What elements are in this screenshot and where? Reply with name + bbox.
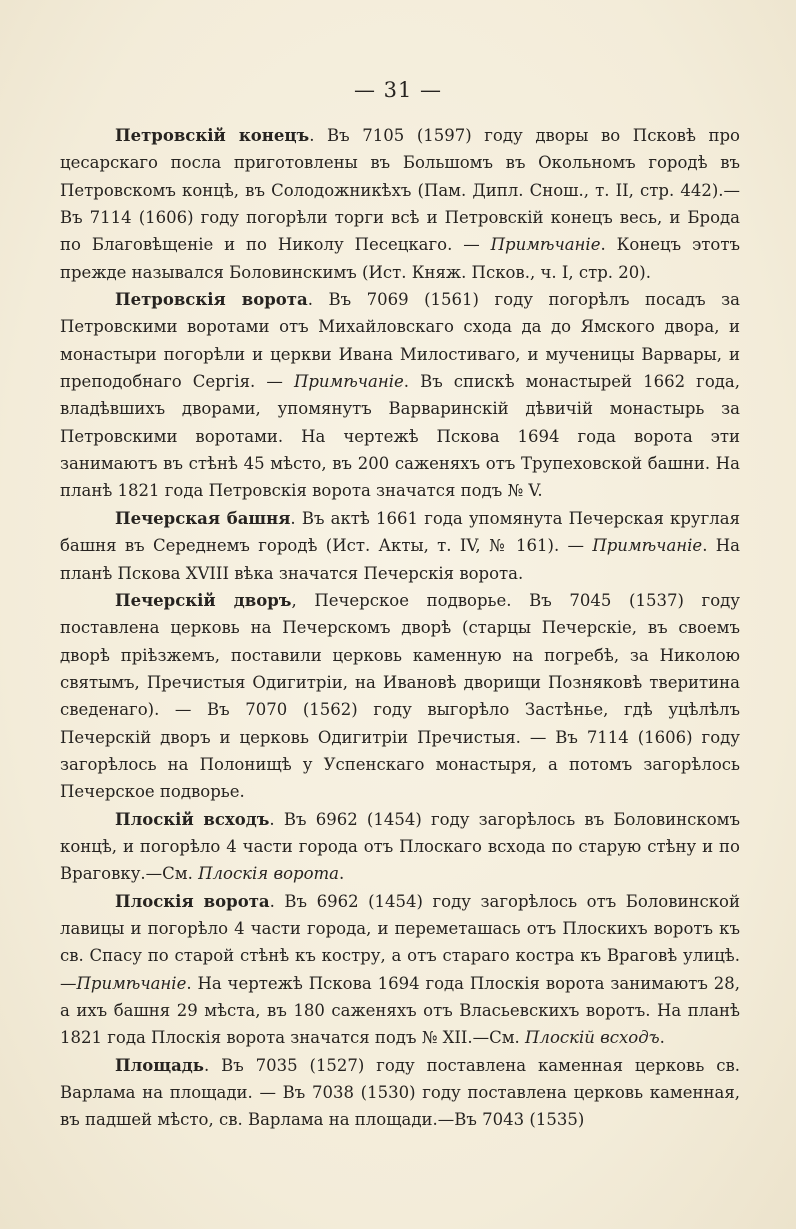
entry-text: . На планѣ Пскова XVIII вѣка значатся Печерскія ворота. <box>60 536 740 583</box>
entry-term: Плоскія ворота <box>115 891 270 911</box>
paragraph <box>60 888 740 1052</box>
page-number: — 31 — <box>353 78 443 102</box>
entry-text: . Въ 7069 (1561) году погорѣлъ посадъ за Петровскими воротами отъ Михайловскаго схода да до Ямского двора, и монастыри погорѣли и церкви Ивана Милостиваго, и мученицы Варвары, и преподобнаго Сергія. — <box>60 290 741 392</box>
paragraph <box>60 806 740 888</box>
entry-term: Петровскія ворота <box>115 290 308 310</box>
entry-text: . Въ 6962 (1454) году загорѣлось отъ Боловинской лавицы и погорѣло 4 части города, и переметашась отъ Плоскихъ воротъ къ св. Спасу по старой стѣнѣ къ костру, а отъ стараго костра къ Враговѣ улицѣ.— <box>60 891 740 993</box>
italic-reference: Примѣчаніе <box>293 372 404 392</box>
italic-reference: Плоскія ворота <box>198 864 339 884</box>
paragraph <box>60 122 740 286</box>
paragraph <box>60 587 740 806</box>
italic-reference: Примѣчаніе <box>76 973 187 993</box>
entry-text: . Въ 7035 (1527) году поставлена каменная церковь св. Варлама на площади. — Въ 7038 (1530) году поставлена церковь каменная, въ падшей мѣсто, св. Варлама на площади.—Въ 7043 (1535) <box>60 1055 740 1130</box>
entry-text: . На чертежѣ Пскова 1694 года Плоскія ворота занимаютъ 28, а ихъ башня 29 мѣста, въ 180 саженяхъ отъ Власьевскихъ воротъ. На планѣ 1821 года Плоскія ворота значатся подъ № XII.—См. <box>60 973 740 1048</box>
entry-text: . Въ 7105 (1597) году дворы во Псковѣ про цесарскаго посла приготовлены въ Большомъ въ Окольномъ городѣ въ Петровскомъ концѣ, въ Солодожникѣхъ (Пам. Дипл. Снош., т. II, стр. 442).—Въ 7114 (1606) году погорѣли торги всѣ и Петровскій конецъ весь, и Брода по Благовѣщеніе и по Николу Песецкаго. — <box>60 126 740 255</box>
entry-text: . Въ 6962 (1454) году загорѣлось въ Боловинскомъ концѣ, и погорѣло 4 части города отъ Плоскаго всхода по старую стѣну и по Враговку.—См. <box>60 809 740 884</box>
entry-text: . <box>659 1028 665 1048</box>
italic-reference: Примѣчаніе <box>592 536 703 556</box>
paragraph <box>60 505 740 587</box>
entry-term: Площадь <box>115 1055 204 1075</box>
entry-term: Петровскій конецъ <box>115 126 310 145</box>
text-body <box>60 122 740 1134</box>
entry-text: , Печерское подворье. Въ 7045 (1537) году поставлена церковь на Печерскомъ дворѣ (старцы Печерскіе, въ своемъ дворѣ пріѣзжемъ, поставили церковь каменную на погребѣ, за Николою святымъ, Пречистыя Одигитріи, на Ивановѣ дворищи Позняковѣ тверитина сведенаго). — Въ 7070 (1562) году выгорѣло Застѣнье, гдѣ уцѣлѣлъ Печерскій дворъ и церковь Одигитріи Пречистыя. — Въ 7114 (1606) году загорѣлось на Полонищѣ у Успенскаго монастыря, а потомъ загорѣлось Печерское подворье. <box>60 590 740 802</box>
entry-term: Печерская башня <box>115 508 291 528</box>
paragraph <box>60 1052 740 1134</box>
entry-text: . <box>339 864 345 884</box>
italic-reference: Плоскій всходъ <box>525 1028 660 1048</box>
italic-reference: Примѣчаніе <box>490 235 601 255</box>
entry-term: Печерскій дворъ <box>115 590 292 610</box>
entry-text: . Въ актѣ 1661 года упомянута Печерская круглая башня въ Середнемъ городѣ (Ист. Акты, т. IV, № 161). — <box>60 508 740 556</box>
entry-text: . Конецъ этотъ прежде назывался Боловинскимъ (Ист. Княж. Псков., ч. I, стр. 20). <box>60 235 740 282</box>
entry-text: . Въ спискѣ монастырей 1662 года, владѣвшихъ дворами, упомянутъ Варваринскій дѣвичій монастырь за Петровскими воротами. На чертежѣ Пскова 1694 года ворота эти занимаютъ въ стѣнѣ 45 мѣсто, въ 200 саженяхъ отъ Трупеховской башни. На планѣ 1821 года Петровскія ворота значатся подъ № V. <box>60 372 740 501</box>
paragraph <box>60 286 740 505</box>
entry-term: Плоскій всходъ <box>115 809 270 829</box>
